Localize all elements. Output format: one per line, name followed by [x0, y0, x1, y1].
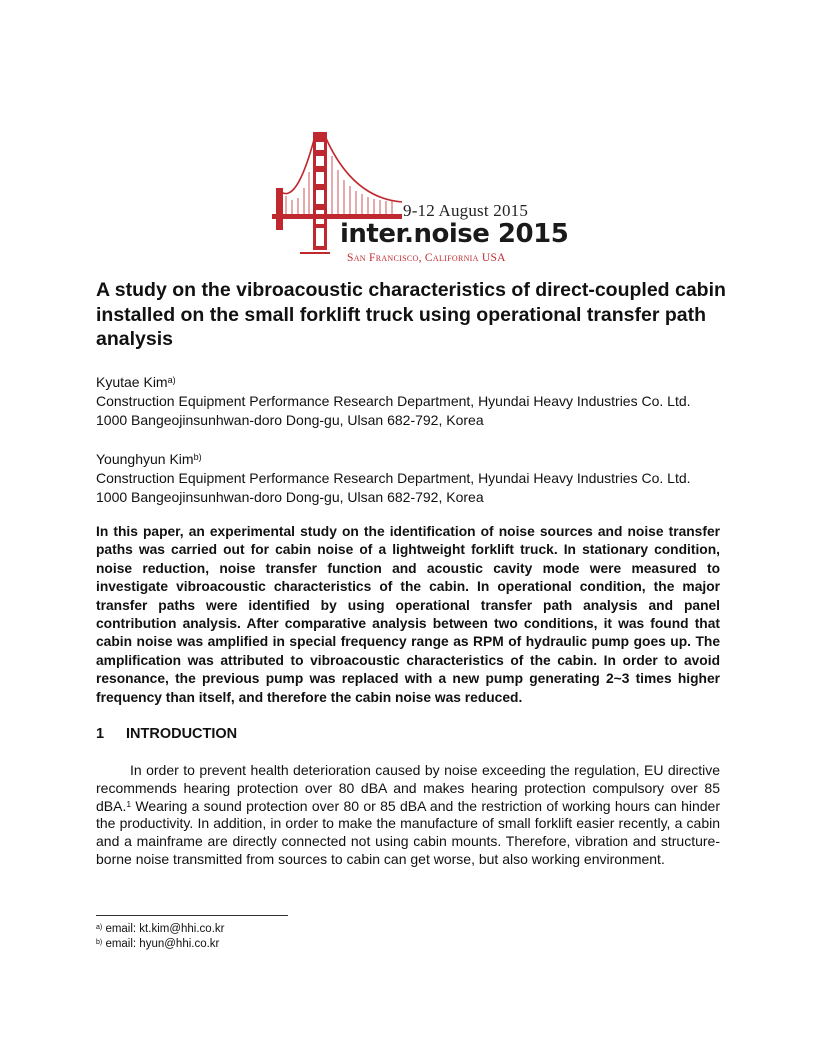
author-affiliation: Construction Equipment Performance Research Department, Hyundai Heavy Industries Co. Ltd. [96, 470, 691, 486]
author-block [96, 450, 736, 507]
paper-title: A study on the vibroacoustic characteristics of direct-coupled cabin installed on the small forklift truck using operational transfer path analysis [96, 279, 726, 350]
footnote: $^{a)}$ email: kt.kim@hhi.co.kr [96, 923, 225, 935]
author-mark: a) [167, 375, 176, 385]
section-number: 1 [96, 726, 105, 742]
footnote-divider [96, 915, 288, 916]
conference-logo [272, 128, 569, 268]
section-title: INTRODUCTION [126, 726, 238, 742]
conference-location: San Francisco, California USA [347, 252, 506, 264]
abstract: In this paper, an experimental study on the identification of noise sources and noise transfer paths was carried out for cabin noise of a lightweight forklift truck. In stationary condition, noise reduction, noise transfer function and acoustic cavity mode were measured to investigate vibroacoustic characteristics of the cabin. In operational condition, the major transfer paths were identified by using operational transfer path analysis and panel contribution analysis. After comparative analysis between two conditions, it was found that cabin noise was amplified in special frequency range as RPM of hydraulic pump goes up. The amplification was attributed to vibroacoustic characteristics of the cabin. In order to avoid resonance, the previous pump was replaced with a new pump generating 2~3 times higher frequency than itself, and therefore the cabin noise was reduced. [96, 524, 720, 705]
author-address: 1000 Bangeojinsunhwan-doro Dong-gu, Ulsan 682-792, Korea [96, 489, 484, 505]
citation-ref: 1 [126, 798, 132, 809]
author-block [96, 373, 736, 430]
conference-name: inter.noise 2015 [340, 219, 569, 249]
author-affiliation: Construction Equipment Performance Research Department, Hyundai Heavy Industries Co. Ltd. [96, 393, 691, 409]
section-heading [96, 726, 237, 742]
author-name: Kyutae Kim$^{a)}$ [96, 374, 176, 390]
author-mark: b) [193, 452, 202, 462]
intro-paragraph: In order to prevent health deterioration caused by noise exceeding the regulation, EU directive recommends hearing protection over 80 dBA and makes hearing protection compulsory over 85 dBA.$^1$ Wearing a sound protection over 80 or 85 dBA and the restriction of working hours can hinder the productivity. In addition, in order to make the manufacture of small forklift easier recently, a cabin and a mainframe are directly connected not using cabin mounts. Therefore, vibration and structure-borne noise transmitted from sources to cabin can get worse, but also working environment. [96, 762, 720, 867]
author-name: Younghyun Kim$^{b)}$ [96, 451, 202, 467]
author-address: 1000 Bangeojinsunhwan-doro Dong-gu, Ulsan 682-792, Korea [96, 412, 484, 428]
conference-date: 9-12 August 2015 [403, 201, 529, 220]
footnote: $^{b)}$ email: hyun@hhi.co.kr [96, 938, 220, 950]
